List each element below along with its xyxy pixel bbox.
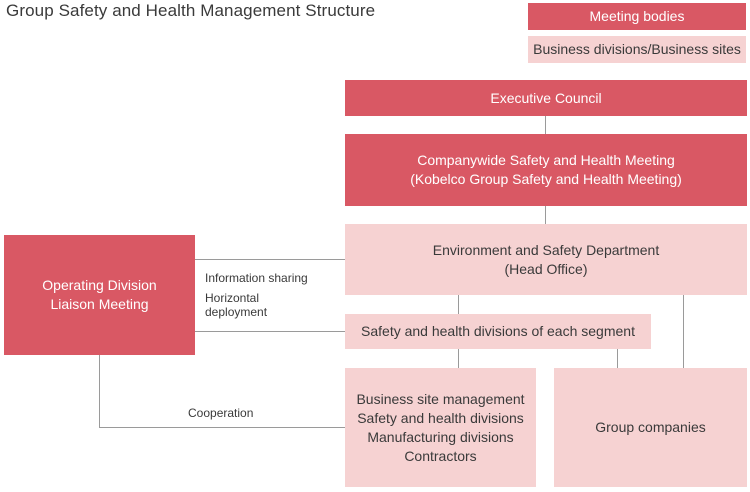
connector-segment-to-group <box>617 349 618 368</box>
business-site-line2: Safety and health divisions <box>357 409 524 426</box>
connector-cooperation-vertical <box>99 355 100 428</box>
connector-operating-to-segment <box>195 331 346 332</box>
connector-exec-to-companywide <box>545 116 546 134</box>
connector-env-to-segment <box>458 295 459 314</box>
label-information-sharing: Information sharing <box>205 271 308 285</box>
executive-council-box <box>345 80 747 116</box>
companywide-meeting-line2: (Kobelco Group Safety and Health Meeting) <box>410 171 682 187</box>
connector-env-to-group <box>683 295 684 368</box>
connector-operating-to-env <box>195 259 345 260</box>
operating-division-box <box>4 235 195 355</box>
legend-business-divisions-label: Business divisions/Business sites <box>533 41 741 57</box>
executive-council-label: Executive Council <box>490 89 602 106</box>
segment-divisions-label: Safety and health divisions of each segment <box>361 323 635 339</box>
group-companies-label: Group companies <box>595 419 706 435</box>
env-safety-dept-box <box>345 224 747 295</box>
env-safety-dept-line1: Environment and Safety Department <box>432 241 660 258</box>
connector-companywide-to-env <box>545 206 546 224</box>
business-site-line1: Business site management <box>356 390 525 407</box>
legend-meeting-bodies <box>528 3 746 30</box>
segment-divisions-box <box>345 314 651 349</box>
connector-cooperation-horizontal <box>99 427 345 428</box>
legend-meeting-bodies-label: Meeting bodies <box>589 8 685 24</box>
group-companies-box <box>554 368 747 487</box>
label-horizontal-deployment: Horizontal deployment <box>205 291 268 319</box>
page-title: Group Safety and Health Management Structure <box>6 1 376 20</box>
operating-division-line2: Liaison Meeting <box>50 296 149 312</box>
label-cooperation: Cooperation <box>188 406 254 420</box>
business-site-box <box>345 368 536 487</box>
business-site-line3: Manufacturing divisions <box>367 428 514 445</box>
business-site-line4: Contractors <box>404 447 477 464</box>
companywide-meeting-line1: Companywide Safety and Health Meeting <box>417 152 675 168</box>
legend-business-divisions <box>528 36 746 63</box>
operating-division-line1: Operating Division <box>42 277 157 293</box>
env-safety-dept-line2: (Head Office) <box>504 260 588 277</box>
connector-segment-to-business-site <box>458 349 459 368</box>
companywide-meeting-box <box>345 134 747 206</box>
